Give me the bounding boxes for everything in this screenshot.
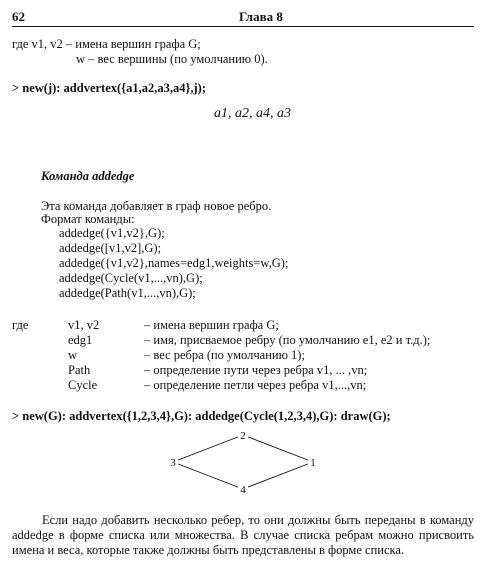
body-paragraph: Если надо добавить несколько ребер, то они должны быть переданы в команду addedge в форме списка или множества. В случае списка ребрам можно присвоить имена и веса, которые также должны быть представлены в форме списка. bbox=[12, 513, 474, 557]
param-name: edg1 bbox=[68, 333, 93, 347]
graph-edge bbox=[243, 435, 313, 462]
format-label: Формат команды: bbox=[41, 212, 135, 226]
intro-line-2: w – вес вершины (по умолчанию 0). bbox=[76, 52, 268, 66]
format-line: addedge(Path(v1,...,vn),G); bbox=[59, 286, 196, 300]
param-name: w bbox=[68, 348, 78, 362]
graph-edge bbox=[173, 435, 243, 462]
section-title: Команда addedge bbox=[41, 169, 135, 183]
graph-edge bbox=[243, 462, 313, 489]
format-line: addedge([v1,v2],G); bbox=[59, 241, 162, 255]
header-rule bbox=[12, 26, 474, 27]
graph-node-label: 2 bbox=[240, 430, 246, 442]
format-line: addedge({v1,v2},names=edg1,weights=w,G); bbox=[59, 256, 289, 270]
chapter-title: Глава 8 bbox=[239, 9, 283, 24]
output-vertices: a1, a2, a4, a3 bbox=[214, 106, 291, 121]
page-number: 62 bbox=[12, 9, 25, 24]
graph-node-label: 1 bbox=[310, 457, 316, 469]
format-line: addedge(Cycle(v1,...,vn),G); bbox=[59, 271, 203, 285]
graph-nodes bbox=[168, 428, 318, 495]
intro-line-1: где v1, v2 – имена вершин графа G; bbox=[12, 37, 201, 51]
cycle-graph bbox=[165, 425, 325, 495]
command-addvertex: > new(j): addvertex({a1,a2,a3,a4},j); bbox=[12, 81, 207, 95]
section-description: Эта команда добавляет в граф новое ребро. bbox=[41, 199, 272, 213]
graph-edge bbox=[173, 462, 243, 489]
param-desc: – определение пути через ребра v1, ... ,vn; bbox=[144, 363, 368, 377]
param-desc: – определение петли через ребра v1,...,vn; bbox=[144, 378, 367, 392]
param-desc: – имена вершин графа G; bbox=[144, 318, 279, 332]
param-name: v1, v2 bbox=[68, 318, 100, 332]
param-desc: – имя, присваемое ребру (по умолчанию e1, e2 и т.д.); bbox=[144, 333, 431, 347]
format-line: addedge({v1,v2},G); bbox=[59, 226, 165, 240]
graph-edges bbox=[173, 435, 313, 489]
param-name: Path bbox=[68, 363, 91, 377]
command-draw-cycle: > new(G): addvertex({1,2,3,4},G): addedge(Cycle(1,2,3,4),G): draw(G); bbox=[12, 409, 391, 423]
param-desc: – вес ребра (по умолчанию 1); bbox=[144, 348, 305, 362]
param-name: Cycle bbox=[68, 378, 98, 392]
graph-node-label: 3 bbox=[170, 457, 176, 469]
params-where-label: где bbox=[12, 318, 29, 332]
graph-node-label: 4 bbox=[240, 484, 246, 495]
